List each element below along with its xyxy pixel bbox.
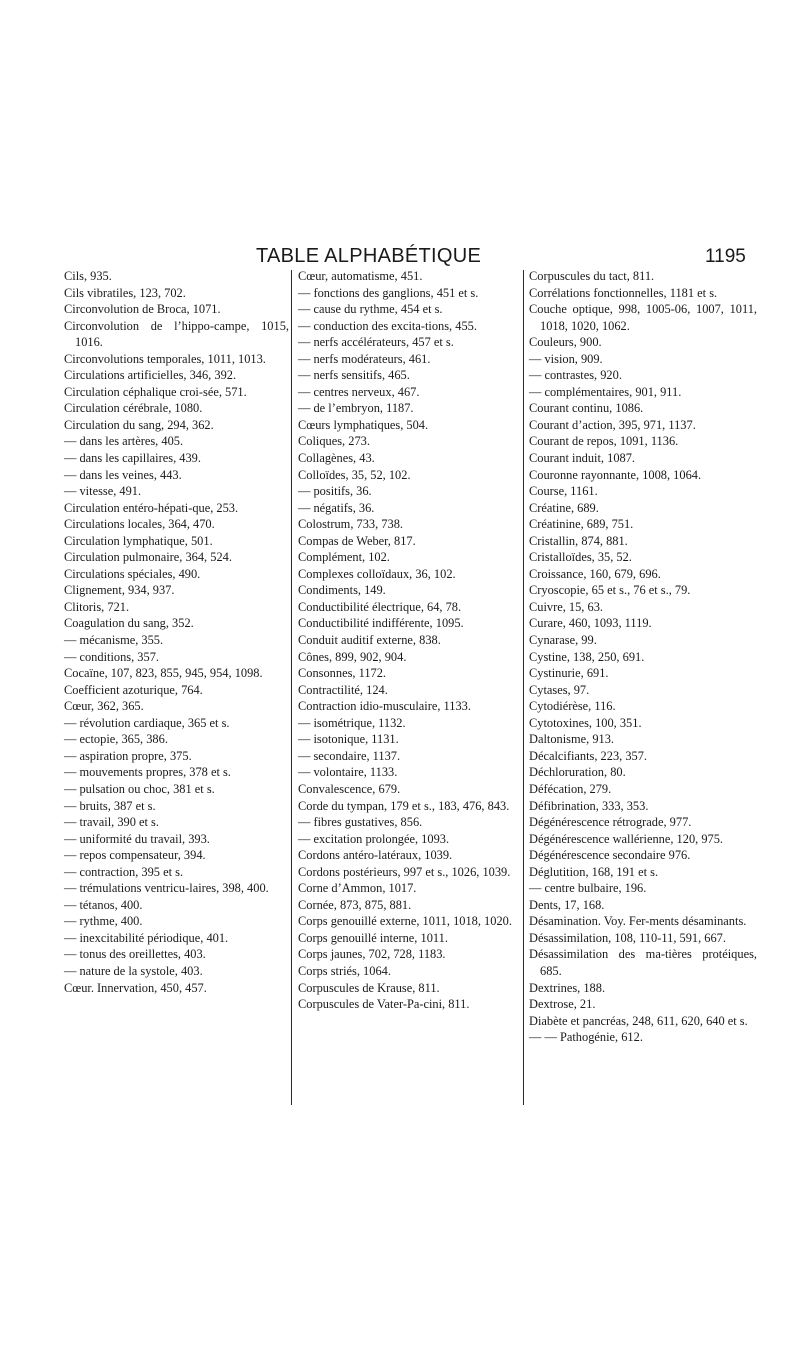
index-entry: Daltonisme, 913. [529, 732, 615, 747]
index-entry: Collagènes, 43. [298, 451, 375, 466]
index-entry: Coefficient azoturique, 764. [64, 682, 203, 697]
index-entry: — contrastes, 920. [529, 368, 622, 383]
index-entry: Circonvolution de l’hippo-campe, 1015, 1016. [64, 318, 289, 350]
index-entry: Cystine, 138, 250, 691. [529, 649, 645, 664]
index-entry: — conduction des excita-tions, 455. [298, 318, 477, 333]
index-entry: Colloïdes, 35, 52, 102. [298, 467, 411, 482]
index-entry: Circulation céphalique croi-sée, 571. [64, 384, 247, 399]
index-entry: Consonnes, 1172. [298, 666, 386, 681]
index-entry: Coliques, 273. [298, 434, 370, 449]
index-entry: Corps jaunes, 702, 728, 1183. [298, 947, 446, 962]
index-entry: Cystinurie, 691. [529, 666, 609, 681]
index-entry: Cocaïne, 107, 823, 855, 945, 954, 1098. [64, 666, 263, 681]
index-entry: Diabète et pancréas, 248, 611, 620, 640 et s. [529, 1013, 748, 1028]
column-divider [291, 270, 292, 1105]
index-entry: Curare, 460, 1093, 1119. [529, 616, 652, 631]
index-entry: — uniformité du travail, 393. [64, 831, 210, 846]
index-entry: Corpuscules du tact, 811. [529, 269, 655, 283]
index-entry: Circulation pulmonaire, 364, 524. [64, 550, 232, 565]
index-entry: Clignement, 934, 937. [64, 583, 175, 598]
index-entry: — isométrique, 1132. [298, 715, 406, 730]
index-column-1 [64, 268, 289, 996]
index-entry: — dans les artères, 405. [64, 434, 184, 449]
index-entry: — nerfs sensitifs, 465. [298, 368, 410, 383]
index-entry: Colostrum, 733, 738. [298, 517, 403, 532]
index-entry: — trémulations ventricu-laires, 398, 400. [64, 881, 269, 896]
index-entry: Corrélations fonctionnelles, 1181 et s. [529, 285, 718, 300]
index-entry: Corde du tympan, 179 et s., 183, 476, 843. [298, 798, 510, 813]
index-entry: — dans les veines, 443. [64, 467, 182, 482]
index-entry: Cœur, automatisme, 451. [298, 269, 423, 283]
index-entry: Cordons antéro-latéraux, 1039. [298, 848, 453, 863]
index-entry: — vitesse, 491. [64, 484, 142, 499]
index-entry: — repos compensateur, 394. [64, 848, 206, 863]
index-entry: Créatinine, 689, 751. [529, 517, 634, 532]
index-entry: Cytotoxines, 100, 351. [529, 715, 642, 730]
index-entry: Cœur. Innervation, 450, 457. [64, 980, 207, 995]
index-entry: Cornée, 873, 875, 881. [298, 897, 412, 912]
index-entry: Courant de repos, 1091, 1136. [529, 434, 679, 449]
index-entry: — pulsation ou choc, 381 et s. [64, 781, 215, 796]
index-entry: Désamination. Voy. Fer-ments désaminants. [529, 914, 747, 929]
index-entry: Créatine, 689. [529, 500, 599, 515]
index-entry: Dégénérescence secondaire 976. [529, 848, 691, 863]
index-entry: — travail, 390 et s. [64, 815, 159, 830]
index-entry: Dégénérescence rétrograde, 977. [529, 815, 692, 830]
index-entry: — mouvements propres, 378 et s. [64, 765, 231, 780]
index-entry: Convalescence, 679. [298, 781, 401, 796]
index-entry: — fonctions des ganglions, 451 et s. [298, 285, 479, 300]
index-entry: Cristallin, 874, 881. [529, 533, 628, 548]
index-entry: Conductibilité indifférente, 1095. [298, 616, 464, 631]
index-entry: — révolution cardiaque, 365 et s. [64, 715, 230, 730]
index-entry: — centre bulbaire, 196. [529, 881, 647, 896]
index-entry: — fibres gustatives, 856. [298, 815, 423, 830]
index-entry: Course, 1161. [529, 484, 598, 499]
index-entry: Cristalloïdes, 35, 52. [529, 550, 632, 565]
index-entry: Complexes colloïdaux, 36, 102. [298, 566, 456, 581]
index-entry: — nerfs modérateurs, 461. [298, 351, 431, 366]
index-entry: Dents, 17, 168. [529, 897, 605, 912]
index-entry: Corps genouillé externe, 1011, 1018, 1020. [298, 914, 512, 929]
page-title: TABLE ALPHABÉTIQUE [256, 245, 482, 267]
index-entry: — aspiration propre, 375. [64, 748, 192, 763]
index-entry: — — Pathogénie, 612. [529, 1030, 643, 1045]
index-entry: Circulation lymphatique, 501. [64, 533, 213, 548]
index-entry: Cils, 935. [64, 269, 112, 283]
index-entry: Cytodiérèse, 116. [529, 699, 616, 714]
index-entry: Circonvolutions temporales, 1011, 1013. [64, 351, 266, 366]
index-entry: Déchloruration, 80. [529, 765, 626, 780]
index-entry: Coagulation du sang, 352. [64, 616, 194, 631]
index-entry: — isotonique, 1131. [298, 732, 399, 747]
index-entry: Corps genouillé interne, 1011. [298, 930, 448, 945]
index-entry: Courant induit, 1087. [529, 451, 636, 466]
index-entry: Décalcifiants, 223, 357. [529, 748, 648, 763]
index-entry: Circulations locales, 364, 470. [64, 517, 215, 532]
index-entry: — conditions, 357. [64, 649, 159, 664]
index-entry: Cordons postérieurs, 997 et s., 1026, 1039. [298, 864, 511, 879]
index-entry: Corpuscules de Krause, 811. [298, 980, 440, 995]
index-entry: Clitoris, 721. [64, 599, 130, 614]
index-entry: Cytases, 97. [529, 682, 590, 697]
index-entry: — ectopie, 365, 386. [64, 732, 168, 747]
index-entry: Courant d’action, 395, 971, 1137. [529, 417, 696, 432]
index-entry: — volontaire, 1133. [298, 765, 398, 780]
index-entry: — centres nerveux, 467. [298, 384, 420, 399]
index-entry: — contraction, 395 et s. [64, 864, 184, 879]
index-entry: Cœurs lymphatiques, 504. [298, 417, 429, 432]
index-entry: Dextrose, 21. [529, 997, 596, 1012]
index-entry: Circulations spéciales, 490. [64, 566, 201, 581]
index-entry: Dégénérescence wallérienne, 120, 975. [529, 831, 724, 846]
index-entry: — positifs, 36. [298, 484, 372, 499]
index-entry: Corps striés, 1064. [298, 963, 391, 978]
index-entry: Corne d’Ammon, 1017. [298, 881, 417, 896]
index-entry: Condiments, 149. [298, 583, 386, 598]
index-entry: Cynarase, 99. [529, 633, 597, 648]
page-number: 1195 [705, 246, 746, 267]
index-entry: Contractilité, 124. [298, 682, 388, 697]
index-entry: — tonus des oreillettes, 403. [64, 947, 206, 962]
index-entry: Désassimilation des ma-tières protéiques, 685. [529, 947, 757, 978]
index-entry: Courant continu, 1086. [529, 401, 644, 416]
index-entry: Couronne rayonnante, 1008, 1064. [529, 467, 702, 482]
index-entry: — de l’embryon, 1187. [298, 401, 414, 416]
index-entry: — nerfs accélérateurs, 457 et s. [298, 335, 454, 350]
index-entry: Circulation entéro-hépati-que, 253. [64, 500, 239, 515]
index-entry: — dans les capillaires, 439. [64, 451, 201, 466]
column-divider [523, 270, 524, 1105]
index-entry: Croissance, 160, 679, 696. [529, 566, 661, 581]
index-entry: Circulations artificielles, 346, 392. [64, 368, 237, 383]
index-entry: Conductibilité électrique, 64, 78. [298, 599, 462, 614]
index-entry: — cause du rythme, 454 et s. [298, 302, 443, 317]
index-entry: Cryoscopie, 65 et s., 76 et s., 79. [529, 583, 691, 598]
index-entry: — mécanisme, 355. [64, 633, 164, 648]
index-entry: — négatifs, 36. [298, 500, 375, 515]
index-entry: Contraction idio-musculaire, 1133. [298, 699, 471, 714]
index-entry: — vision, 909. [529, 351, 603, 366]
index-entry: — bruits, 387 et s. [64, 798, 156, 813]
index-entry: Couleurs, 900. [529, 335, 602, 350]
index-entry: Circonvolution de Broca, 1071. [64, 302, 221, 317]
index-entry: Complément, 102. [298, 550, 390, 565]
index-entry: Circulation du sang, 294, 362. [64, 417, 214, 432]
index-entry: — excitation prolongée, 1093. [298, 831, 450, 846]
index-entry: Conduit auditif externe, 838. [298, 633, 441, 648]
index-entry: Corpuscules de Vater-Pa-cini, 811. [298, 997, 470, 1012]
index-entry: Cuivre, 15, 63. [529, 599, 603, 614]
index-entry: Cônes, 899, 902, 904. [298, 649, 407, 664]
index-entry: Circulation cérébrale, 1080. [64, 401, 203, 416]
index-entry: Déglutition, 168, 191 et s. [529, 864, 659, 879]
index-column-2 [298, 268, 523, 1013]
index-entry: Couche optique, 998, 1005-06, 1007, 1011, 1018, 1020, 1062. [529, 302, 757, 333]
index-entry: — nature de la systole, 403. [64, 963, 203, 978]
index-entry: Dextrines, 188. [529, 980, 606, 995]
index-entry: Cils vibratiles, 123, 702. [64, 285, 186, 300]
index-entry: Défibrination, 333, 353. [529, 798, 649, 813]
index-entry: Compas de Weber, 817. [298, 533, 416, 548]
index-entry: — inexcitabilité périodique, 401. [64, 930, 229, 945]
index-entry: — complémentaires, 901, 911. [529, 384, 682, 399]
index-column-3 [529, 268, 757, 1046]
index-entry: — rythme, 400. [64, 914, 143, 929]
index-entry: — tétanos, 400. [64, 897, 143, 912]
index-entry: Désassimilation, 108, 110-11, 591, 667. [529, 930, 726, 945]
index-entry: Défécation, 279. [529, 781, 612, 796]
index-entry: Cœur, 362, 365. [64, 699, 144, 714]
index-entry: — secondaire, 1137. [298, 748, 401, 763]
